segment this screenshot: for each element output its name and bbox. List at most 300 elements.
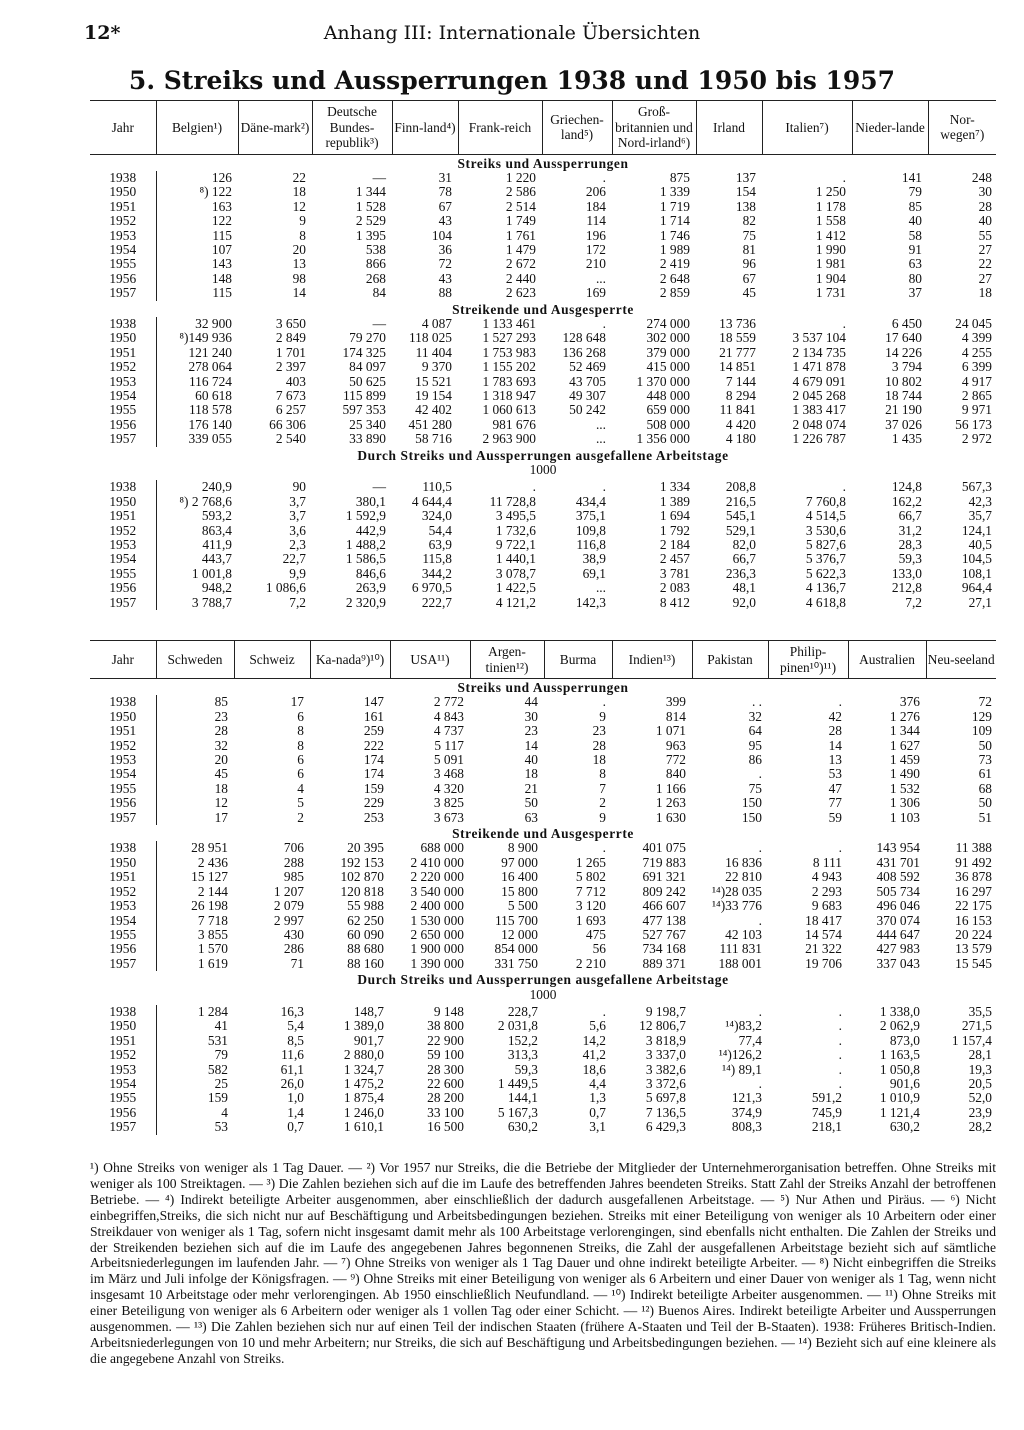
- section-title: Durch Streiks und Aussperrungen ausgefallene Arbeitstage: [357, 447, 729, 463]
- value-cell: 2 772: [433, 694, 464, 710]
- table-row: [90, 317, 996, 331]
- value-cell: 116 724: [188, 373, 232, 389]
- value-cell: 24 045: [955, 315, 992, 331]
- value-cell: 430: [283, 926, 304, 942]
- value-cell: 13 579: [955, 941, 992, 957]
- value-cell: 2 586: [505, 184, 536, 200]
- value-cell: .: [838, 1018, 842, 1034]
- value-cell: 854 000: [494, 941, 538, 957]
- value-cell: 1 412: [815, 227, 846, 243]
- value-cell: 75: [742, 227, 756, 243]
- value-cell: 1 324,7: [343, 1061, 384, 1077]
- value-cell: 1 746: [659, 227, 690, 243]
- value-cell: 49 307: [569, 388, 606, 403]
- year-cell: 1950: [90, 495, 156, 509]
- value-cell: 154: [735, 184, 756, 200]
- table-row: [90, 739, 996, 753]
- column-header: Ka-nada⁹)¹⁰): [310, 641, 390, 679]
- value-cell: 1 166: [655, 780, 686, 796]
- value-cell: 8 294: [725, 388, 756, 403]
- value-cell: 1 370 000: [636, 373, 690, 389]
- value-cell: 1 389,0: [343, 1018, 384, 1034]
- value-cell: 20,5: [968, 1075, 992, 1091]
- value-cell: 152,2: [507, 1032, 538, 1048]
- value-cell: 2 436: [197, 854, 228, 870]
- section-title: Streikende und Ausgesperrte: [452, 301, 634, 317]
- value-cell: 401 075: [642, 840, 686, 856]
- value-cell: 448 000: [646, 388, 690, 403]
- value-cell: 236,3: [725, 565, 756, 581]
- value-cell: 85: [214, 694, 228, 710]
- value-cell: 3 781: [659, 565, 690, 581]
- value-cell: .: [532, 479, 536, 495]
- value-cell: 5,4: [287, 1018, 304, 1034]
- value-cell: 985: [283, 869, 304, 885]
- value-cell: 8: [297, 723, 304, 739]
- value-cell: 846,6: [355, 565, 386, 581]
- value-cell: 19 706: [805, 955, 842, 971]
- value-cell: 0,7: [287, 1119, 304, 1135]
- value-cell: ...: [595, 270, 606, 286]
- section-title-row: [90, 301, 996, 317]
- value-cell: 7: [599, 780, 606, 796]
- value-cell: .: [758, 1003, 762, 1019]
- table-row: [90, 942, 996, 956]
- column-header: Däne-mark²): [238, 101, 312, 155]
- value-cell: 115 700: [494, 912, 538, 928]
- value-cell: 9 198,7: [645, 1003, 686, 1019]
- value-cell: 84: [372, 285, 386, 301]
- value-cell: ¹⁴) 89,1: [722, 1061, 762, 1077]
- value-cell: 121 240: [188, 344, 232, 360]
- table-row: [90, 1019, 996, 1033]
- table-row: [90, 710, 996, 724]
- value-cell: 1 050,8: [879, 1061, 920, 1077]
- section-title: Streiks und Aussperrungen: [457, 155, 629, 171]
- value-cell: 11 841: [719, 402, 756, 418]
- value-cell: 28 951: [191, 840, 228, 856]
- value-cell: ...: [595, 580, 606, 596]
- value-cell: 15 545: [955, 955, 992, 971]
- value-cell: 2 400 000: [410, 898, 464, 914]
- value-cell: 148: [211, 270, 232, 286]
- value-cell: 1 284: [197, 1003, 228, 1019]
- value-cell: 691 321: [642, 869, 686, 885]
- value-cell: 505 734: [876, 883, 920, 899]
- value-cell: 1 528: [355, 198, 386, 214]
- column-header: Argen-tinien¹²): [470, 641, 544, 679]
- year-cell: 1954: [90, 552, 156, 566]
- value-cell: 162,2: [891, 493, 922, 509]
- column-header: Philip-pinen¹⁰)¹¹): [768, 641, 848, 679]
- value-cell: 1 570: [197, 941, 228, 957]
- value-cell: 28: [978, 198, 992, 214]
- value-cell: 36: [438, 241, 452, 257]
- table-row: [90, 1077, 996, 1091]
- value-cell: 192 153: [340, 854, 384, 870]
- table-row: [90, 432, 996, 446]
- value-cell: 19,3: [968, 1061, 992, 1077]
- value-cell: 97 000: [501, 854, 538, 870]
- value-cell: .: [838, 1061, 842, 1077]
- value-cell: —: [372, 479, 386, 495]
- value-cell: 1 250: [815, 184, 846, 200]
- value-cell: 1 344: [889, 723, 920, 739]
- value-cell: 3 382,6: [645, 1061, 686, 1077]
- table-row: [90, 257, 996, 271]
- table-row: [90, 596, 996, 610]
- value-cell: 138: [735, 198, 756, 214]
- value-cell: 124,8: [891, 479, 922, 495]
- value-cell: 7 718: [197, 912, 228, 928]
- year-cell: 1955: [90, 1091, 156, 1105]
- value-cell: 1 479: [505, 241, 536, 257]
- value-cell: 53: [214, 1119, 228, 1135]
- value-cell: 444 647: [876, 926, 920, 942]
- year-cell: 1956: [90, 942, 156, 956]
- table-row: [90, 753, 996, 767]
- value-cell: 59,3: [514, 1061, 538, 1077]
- value-cell: 8: [297, 737, 304, 753]
- value-cell: 66,7: [732, 551, 756, 567]
- value-cell: 8,5: [287, 1032, 304, 1048]
- value-cell: 169: [585, 285, 606, 301]
- value-cell: 118 025: [408, 330, 452, 346]
- value-cell: 136 268: [562, 344, 606, 360]
- value-cell: 50: [524, 795, 538, 811]
- value-cell: 44: [524, 694, 538, 710]
- value-cell: 1 306: [889, 795, 920, 811]
- value-cell: 116,8: [576, 537, 606, 553]
- value-cell: 8: [299, 227, 306, 243]
- table-row: [90, 375, 996, 389]
- value-cell: 13: [292, 256, 306, 272]
- value-cell: 67: [742, 270, 756, 286]
- value-cell: 14 226: [885, 344, 922, 360]
- table-row: [90, 782, 996, 796]
- value-cell: 7,2: [905, 594, 922, 610]
- value-cell: .: [838, 694, 842, 710]
- value-cell: 14: [828, 737, 842, 753]
- value-cell: 1,4: [287, 1104, 304, 1120]
- value-cell: 1 060 613: [482, 402, 536, 418]
- value-cell: 43: [438, 270, 452, 286]
- table-row: [90, 1063, 996, 1077]
- value-cell: 150: [741, 809, 762, 825]
- value-cell: 2 865: [961, 388, 992, 403]
- value-cell: 772: [665, 752, 686, 768]
- value-cell: 23,9: [968, 1104, 992, 1120]
- strikes-table-europe: [90, 100, 996, 610]
- value-cell: 20 224: [955, 926, 992, 942]
- year-cell: 1952: [90, 524, 156, 538]
- table-row: [90, 811, 996, 825]
- table-row: [90, 796, 996, 810]
- value-cell: 4 255: [961, 344, 992, 360]
- table-row: [90, 695, 996, 709]
- value-cell: 1 792: [659, 522, 690, 538]
- value-cell: 52,0: [968, 1090, 992, 1106]
- table-row: [90, 841, 996, 855]
- value-cell: 2 457: [659, 551, 690, 567]
- table-row: [90, 418, 996, 432]
- value-cell: 286: [283, 941, 304, 957]
- value-cell: 59,3: [898, 551, 922, 567]
- value-cell: 4 679 091: [792, 373, 846, 389]
- value-cell: 63: [524, 809, 538, 825]
- year-cell: 1955: [90, 403, 156, 417]
- value-cell: 1 701: [275, 344, 306, 360]
- value-cell: 88 680: [347, 941, 384, 957]
- value-cell: 5 500: [507, 898, 538, 914]
- value-cell: 1 527 293: [482, 330, 536, 346]
- value-cell: 62 250: [347, 912, 384, 928]
- value-cell: 2 079: [273, 898, 304, 914]
- value-cell: 22,7: [282, 551, 306, 567]
- year-cell: 1952: [90, 885, 156, 899]
- value-cell: 124,1: [961, 522, 992, 538]
- value-cell: 17: [214, 809, 228, 825]
- value-cell: 2 134 735: [792, 344, 846, 360]
- value-cell: 1 783 693: [482, 373, 536, 389]
- value-cell: 5,6: [589, 1018, 606, 1034]
- value-cell: 2,3: [289, 537, 306, 553]
- value-cell: 4: [221, 1104, 228, 1120]
- value-cell: 15 521: [415, 373, 452, 389]
- value-cell: 45: [214, 766, 228, 782]
- column-header: Jahr: [90, 101, 156, 155]
- year-cell: 1957: [90, 596, 156, 610]
- value-cell: 1 592,9: [345, 508, 386, 524]
- value-cell: 4 087: [421, 315, 452, 331]
- value-cell: 6 399: [961, 359, 992, 375]
- value-cell: ⁸) 2 768,6: [179, 493, 232, 509]
- value-cell: 840: [665, 766, 686, 782]
- year-cell: 1950: [90, 331, 156, 345]
- value-cell: 415 000: [646, 359, 690, 375]
- value-cell: 42 402: [415, 402, 452, 418]
- value-cell: 25 340: [349, 416, 386, 432]
- value-cell: 60 618: [195, 388, 232, 403]
- value-cell: 42 103: [725, 926, 762, 942]
- value-cell: 150: [741, 795, 762, 811]
- value-cell: 253: [363, 809, 384, 825]
- value-cell: 115: [212, 227, 232, 243]
- value-cell: 3 372,6: [645, 1075, 686, 1091]
- value-cell: 8 111: [812, 854, 842, 870]
- value-cell: 56 173: [955, 416, 992, 432]
- value-cell: 109,8: [575, 522, 606, 538]
- value-cell: 35,5: [968, 1003, 992, 1019]
- value-cell: 4 644,4: [411, 493, 452, 509]
- value-cell: 21 777: [719, 344, 756, 360]
- value-cell: .: [758, 766, 762, 782]
- value-cell: 1 276: [889, 708, 920, 724]
- value-cell: 2 514: [505, 198, 536, 214]
- value-cell: 26,0: [280, 1075, 304, 1091]
- table-row: [90, 171, 996, 185]
- column-header: Irland: [696, 101, 762, 155]
- value-cell: 16,3: [280, 1003, 304, 1019]
- value-cell: 2 529: [355, 213, 386, 229]
- value-cell: 2 650 000: [410, 926, 464, 942]
- value-cell: —: [372, 169, 386, 185]
- year-cell: 1950: [90, 710, 156, 724]
- value-cell: 6: [297, 766, 304, 782]
- value-cell: 17: [290, 694, 304, 710]
- value-cell: 184: [585, 198, 606, 214]
- value-cell: 271,5: [961, 1018, 992, 1034]
- value-cell: 2 083: [659, 580, 690, 596]
- value-cell: 6 429,3: [645, 1119, 686, 1135]
- value-cell: 163: [211, 198, 232, 214]
- value-cell: 18: [524, 766, 538, 782]
- table-row: [90, 524, 996, 538]
- value-cell: 3 337,0: [645, 1047, 686, 1063]
- value-cell: 582: [207, 1061, 228, 1077]
- value-cell: 82,0: [732, 537, 756, 553]
- year-cell: 1951: [90, 724, 156, 738]
- value-cell: 11 728,8: [489, 493, 536, 509]
- value-cell: 79: [908, 184, 922, 200]
- value-cell: 630,2: [507, 1119, 538, 1135]
- value-cell: 1 338,0: [879, 1003, 920, 1019]
- value-cell: 122: [211, 213, 232, 229]
- value-cell: 12 000: [501, 926, 538, 942]
- value-cell: 344,2: [421, 565, 452, 581]
- value-cell: 9 683: [811, 898, 842, 914]
- value-cell: 206: [585, 184, 606, 200]
- value-cell: 78: [438, 184, 452, 200]
- value-cell: 31: [438, 169, 452, 185]
- value-cell: 71: [290, 955, 304, 971]
- column-header: Deutsche Bundes-republik³): [312, 101, 392, 155]
- value-cell: 28 300: [427, 1061, 464, 1077]
- value-cell: 889 371: [642, 955, 686, 971]
- year-cell: 1953: [90, 538, 156, 552]
- value-cell: 963: [665, 737, 686, 753]
- column-header: Indien¹³): [612, 641, 692, 679]
- value-cell: 706: [283, 840, 304, 856]
- value-cell: 1 086,6: [265, 580, 306, 596]
- value-cell: 1 246,0: [343, 1104, 384, 1120]
- value-cell: 5 802: [575, 869, 606, 885]
- value-cell: 2 648: [659, 270, 690, 286]
- value-cell: 6 450: [891, 315, 922, 331]
- value-cell: 278 064: [188, 359, 232, 375]
- value-cell: 5 167,3: [497, 1104, 538, 1120]
- value-cell: 1 334: [659, 479, 690, 495]
- value-cell: 1 103: [889, 809, 920, 825]
- value-cell: 475: [585, 926, 606, 942]
- value-cell: 5 091: [433, 752, 464, 768]
- value-cell: 12: [292, 198, 306, 214]
- table-row: [90, 272, 996, 286]
- value-cell: ⁸) 122: [199, 184, 232, 200]
- table-row: [90, 957, 996, 971]
- value-cell: 1 981: [815, 256, 846, 272]
- value-cell: 2 320,9: [345, 594, 386, 610]
- value-cell: 16 500: [427, 1119, 464, 1135]
- table-row: [90, 346, 996, 360]
- year-cell: 1955: [90, 928, 156, 942]
- value-cell: 1 220: [505, 169, 536, 185]
- value-cell: 22 900: [427, 1032, 464, 1048]
- value-cell: 403: [285, 373, 306, 389]
- value-cell: 1 356 000: [636, 431, 690, 447]
- value-cell: 126: [211, 169, 232, 185]
- value-cell: 964,4: [961, 580, 992, 596]
- value-cell: 66 306: [269, 416, 306, 432]
- value-cell: 40: [524, 752, 538, 768]
- value-cell: 107: [211, 241, 232, 257]
- year-cell: 1938: [90, 695, 156, 709]
- value-cell: 228,7: [507, 1003, 538, 1019]
- value-cell: 442,9: [355, 522, 386, 538]
- value-cell: 399: [665, 694, 686, 710]
- value-cell: 25: [214, 1075, 228, 1091]
- value-cell: 208,8: [725, 479, 756, 495]
- value-cell: 339 055: [188, 431, 232, 447]
- value-cell: 52 469: [569, 359, 606, 375]
- section-title: Streikende und Ausgesperrte: [452, 826, 634, 842]
- value-cell: 3 540 000: [410, 883, 464, 899]
- value-cell: 1 990: [815, 241, 846, 257]
- value-cell: 1,3: [589, 1090, 606, 1106]
- value-cell: 1 178: [815, 198, 846, 214]
- value-cell: 1 753 983: [482, 344, 536, 360]
- value-cell: 32: [214, 737, 228, 753]
- table-row: [90, 286, 996, 300]
- value-cell: 3 120: [575, 898, 606, 914]
- value-cell: 41: [214, 1018, 228, 1034]
- year-cell: 1951: [90, 200, 156, 214]
- value-cell: 4,4: [589, 1075, 606, 1091]
- table-row: [90, 403, 996, 417]
- column-header: Finn-land⁴): [392, 101, 458, 155]
- value-cell: 1 207: [273, 883, 304, 899]
- value-cell: 14 574: [805, 926, 842, 942]
- value-cell: 20: [214, 752, 228, 768]
- value-cell: 1 449,5: [497, 1075, 538, 1091]
- value-cell: 2 859: [659, 285, 690, 301]
- value-cell: 109: [971, 723, 992, 739]
- value-cell: 508 000: [646, 416, 690, 432]
- value-cell: .: [842, 169, 846, 185]
- value-cell: 102 870: [340, 869, 384, 885]
- year-cell: 1950: [90, 185, 156, 199]
- value-cell: 28,2: [968, 1119, 992, 1135]
- value-cell: 79: [214, 1047, 228, 1063]
- value-cell: 1 010,9: [879, 1090, 920, 1106]
- value-cell: 2: [599, 795, 606, 811]
- value-cell: 1 265: [575, 854, 606, 870]
- value-cell: 2 440: [505, 270, 536, 286]
- value-cell: .: [602, 1003, 606, 1019]
- value-cell: 31,2: [898, 522, 922, 538]
- value-cell: 10 802: [885, 373, 922, 389]
- value-cell: 4 121,2: [495, 594, 536, 610]
- value-cell: 11,6: [281, 1047, 304, 1063]
- value-cell: 8 412: [659, 594, 690, 610]
- value-cell: 33 100: [427, 1104, 464, 1120]
- value-cell: 3 078,7: [495, 565, 536, 581]
- value-cell: .: [602, 840, 606, 856]
- value-cell: 2: [297, 809, 304, 825]
- value-cell: 143: [211, 256, 232, 272]
- value-cell: 466 607: [642, 898, 686, 914]
- value-cell: 1 749: [505, 213, 536, 229]
